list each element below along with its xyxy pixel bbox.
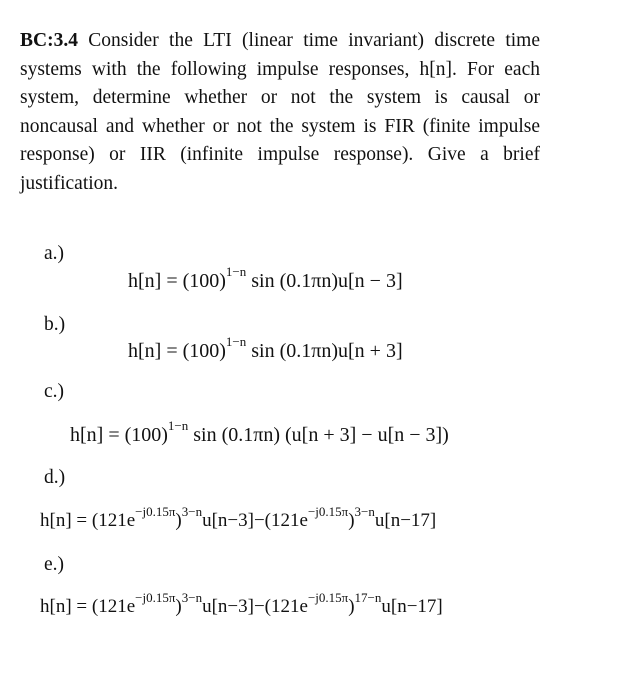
part-d-label: d.) (44, 467, 66, 488)
part-c-label: c.) (44, 381, 65, 402)
part-b-label: b.) (44, 314, 66, 335)
part-e-label: e.) (44, 554, 65, 575)
part-a-equation: $h[n] = (100)^{1-n}$ sin (0.1πn)u[n − 3] (128, 264, 403, 292)
part-d-equation: $h[n] = (121e^{-j0.15\pi})^{3-n}u[n-3]-(121e^{-j0.15\pi})^{3-n}u[n-17]$ (40, 503, 437, 531)
part-c-equation: $h[n] = (100)^{1-n}$ sin (0.1πn) (u[n + 3] − u[n − 3]) (70, 418, 449, 446)
part-a-label: a.) (44, 243, 65, 264)
problem-statement (20, 27, 540, 199)
part-e-equation: $h[n] = (121e^{-j0.15\pi})^{3-n}u[n-3]-(121e^{-j0.15\pi})^{17-n}u[n-17]$ (40, 589, 443, 617)
part-a-equation-text (0, 0, 1, 1)
part-b-equation: $h[n] = (100)^{1-n}$ sin (0.1πn)u[n + 3] (128, 334, 403, 362)
equation-text-list (0, 0, 1, 1)
problem-text: Consider the LTI (linear time invariant) discrete time systems with the following impulse responses, h[n]. For each system, determine whether or not the system is causal or noncausal and whether or not the system is FIR (finite impulse response) or IIR (infinite impulse response). Give a brief justification. (20, 30, 540, 194)
problem-id: BC:3.4 (20, 30, 78, 51)
